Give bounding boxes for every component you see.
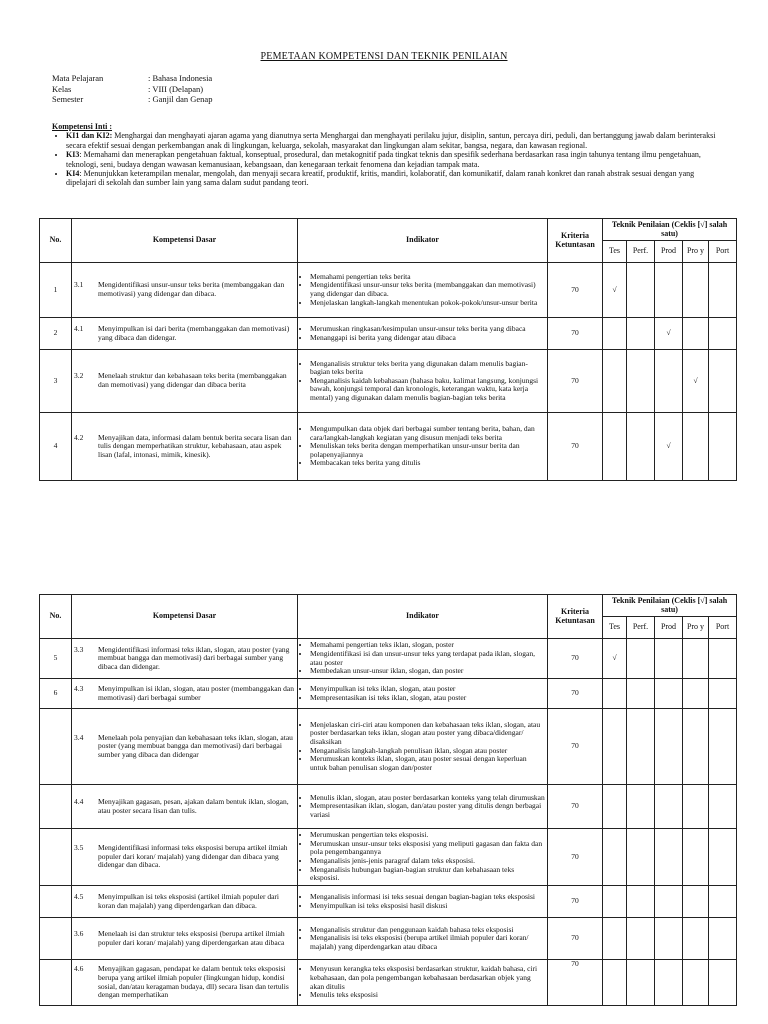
table-row <box>40 318 737 350</box>
kd-code: 3.3 <box>74 644 84 654</box>
technique-check-cell <box>683 829 709 886</box>
kompetensi-dasar-cell <box>72 918 298 960</box>
kd-text: Menyajikan gagasan, pesan, ajakan dalam bentuk iklan, slogan, atau poster secara lisan dan tulis. <box>98 796 289 815</box>
kriteria-value: 70 <box>548 709 603 785</box>
indikator-cell <box>298 413 548 481</box>
kompetensi-dasar-cell <box>72 785 298 829</box>
kd-text: Menyajikan gagasan, pendapat ke dalam bentuk teks eksposisi berupa yang artikel ilmiah populer (lingkungan hidup, kondisi sosial, dan/atau keragaman budaya, dll) secara lisan dan tertulis dengan memperhatikan <box>98 964 289 1000</box>
competency-table-1 <box>39 218 737 481</box>
technique-check-cell <box>709 960 737 1006</box>
technique-check-cell <box>709 639 737 679</box>
indikator-item: • Menuliskan teks berita dengan memperhatikan unsur-unsur berita dan polapenyajiannya <box>310 442 545 459</box>
indikator-item: • Menganalisis informasi isi teks sesuai dengan bagian-bagian teks eksposisi <box>310 893 545 902</box>
meta-label: Semester <box>52 94 84 104</box>
ki-text: : Memahami dan menerapkan pengetahuan faktual, konseptual, prosedural, dan metakognitif pada tingkat teknis dan spesifik sederhana berdasarkan rasa ingin tahunya tentang ilmu pengetahuan, teknologi, seni, budaya dengan wawasan kemanusiaan, kebangsaan, dan kenegaraan terkait fenomena dan kejadian tampak mata. <box>66 150 701 169</box>
meta-label: Mata Pelajaran <box>52 73 104 83</box>
technique-check-cell <box>683 639 709 679</box>
header-indikator: Indikator <box>298 219 548 263</box>
row-number <box>40 785 72 829</box>
technique-check-cell <box>627 350 655 413</box>
technique-check-cell <box>683 918 709 960</box>
kompetensi-inti <box>52 122 720 188</box>
kd-text: Menelaah struktur dan kebahasaan teks berita (membanggakan dan memotivasi) yang didengar dan dibaca berita <box>98 371 287 389</box>
header-technique-col: Pro y <box>683 241 709 263</box>
meta-value: : Bahasa Indonesia <box>148 73 213 83</box>
indikator-cell <box>298 679 548 709</box>
indikator-cell <box>298 318 548 350</box>
indikator-cell <box>298 918 548 960</box>
meta-row <box>52 84 212 95</box>
technique-check-cell <box>683 960 709 1006</box>
kriteria-value: 70 <box>548 263 603 318</box>
indikator-item: • Menganalisis jenis-jenis paragraf dalam teks eksposisi. <box>310 857 545 866</box>
indikator-item: • Mempresentasikan isi teks iklan, slogan, atau poster <box>310 694 545 703</box>
row-number: 1 <box>40 263 72 318</box>
technique-check-cell <box>683 709 709 785</box>
indikator-cell <box>298 709 548 785</box>
indikator-cell <box>298 886 548 918</box>
indikator-item: • Menanggapi isi berita yang didengar atau dibaca <box>310 334 545 343</box>
kd-code: 3.4 <box>74 732 84 742</box>
kd-code: 3.1 <box>74 280 84 290</box>
header-technique-col: Pro y <box>683 617 709 639</box>
technique-check-cell <box>627 709 655 785</box>
indikator-cell <box>298 829 548 886</box>
row-number: 2 <box>40 318 72 350</box>
kd-text: Menyimpulkan isi teks eksposisi (artikel ilmiah populer dari koran dan majalah) yang diperdengarkan dan dibaca. <box>98 891 280 910</box>
indikator-item: • Merumuskan unsur-unsur teks eksposisi yang meliputi gagasan dan fakta dan pola pengembangannya <box>310 840 545 857</box>
table-row <box>40 413 737 481</box>
technique-check-cell <box>655 639 683 679</box>
indikator-item: • Mengidentifikasi unsur-unsur teks berita (membanggakan dan memotivasi) yang didengar dan dibaca. <box>310 281 545 298</box>
indikator-item: • Mengidentifikasi isi dan unsur-unsur teks yang terdapat pada iklan, slogan, atau poster <box>310 650 545 667</box>
indikator-item: • Membacakan teks berita yang ditulis <box>310 459 545 468</box>
table-header-row <box>40 595 737 617</box>
indikator-item: • Mempresentasikan iklan, slogan, dan/atau poster yang ditulis dengn berbagai variasi <box>310 802 545 819</box>
indikator-item: • Menganalisis struktur teks berita yang digunakan dalam menulis bagian-bagian teks berita <box>310 360 545 377</box>
indikator-item: • Menganalisis kaidah kebahasaan (bahasa baku, kalimat langsung, konjungsi bawah, konjungsi temporal dan kronologis, keterangan waktu, kata kerja mental) yang digunakan dalam menulis bagian-bagian teks berita <box>310 377 545 403</box>
technique-check-cell <box>709 886 737 918</box>
indikator-item: • Memahami pengertian teks berita <box>310 273 545 282</box>
technique-check-cell <box>709 263 737 318</box>
kd-code: 4.4 <box>74 796 84 806</box>
kompetensi-dasar-cell <box>72 709 298 785</box>
indikator-item: • Menulis iklan, slogan, atau poster berdasarkan konteks yang telah dirumuskan <box>310 794 545 803</box>
indikator-item: • Menyimpulkan isi teks eksposisi hasil diskusi <box>310 902 545 911</box>
technique-check-cell <box>603 413 627 481</box>
kriteria-value: 70 <box>548 639 603 679</box>
header-technique-col: Perf. <box>627 241 655 263</box>
indikator-cell <box>298 350 548 413</box>
kd-code: 3.5 <box>74 843 84 853</box>
indikator-item: • Menganalisis struktur dan penggunaan kaidah bahasa teks eksposisi <box>310 926 545 935</box>
meta-label: Kelas <box>52 83 72 94</box>
technique-check-cell: √ <box>603 639 627 679</box>
indikator-item: • Menyimpulkan isi teks iklan, slogan, atau poster <box>310 685 545 694</box>
technique-check-cell <box>655 960 683 1006</box>
technique-check-cell <box>627 886 655 918</box>
kriteria-value: 70 <box>548 350 603 413</box>
table-row <box>40 886 737 918</box>
ki-code: KI1 dan KI2: <box>66 131 113 141</box>
header-kompetensi-dasar: Kompetensi Dasar <box>72 219 298 263</box>
kompetensi-dasar-cell <box>72 263 298 318</box>
technique-check-cell <box>627 960 655 1006</box>
technique-check-cell <box>683 263 709 318</box>
technique-check-cell <box>709 709 737 785</box>
header-technique-col: Prod <box>655 241 683 263</box>
technique-check-cell <box>709 318 737 350</box>
technique-check-cell <box>627 829 655 886</box>
header-technique-col: Prod <box>655 617 683 639</box>
header-no: No. <box>40 595 72 639</box>
kd-text: Menyimpulkan isi dari berita (membanggakan dan memotivasi) yang dibaca dan didengar. <box>98 323 290 342</box>
kompetensi-dasar-cell <box>72 350 298 413</box>
technique-check-cell <box>603 709 627 785</box>
table-row <box>40 960 737 1006</box>
header-kompetensi-dasar: Kompetensi Dasar <box>72 595 298 639</box>
kd-text: Menyimpulkan isi iklan, slogan, atau poster (membanggakan dan memotivasi) dari berbagai sumber <box>98 683 294 702</box>
kd-text: Mengidentifikasi unsur-unsur teks berita (membanggakan dan memotivasi) yang didengar dan dibaca. <box>98 280 285 298</box>
technique-check-cell <box>709 829 737 886</box>
kd-code: 4.2 <box>74 432 84 442</box>
technique-check-cell <box>627 785 655 829</box>
indikator-item: • Merumuskan pengertian teks eksposisi. <box>310 831 545 840</box>
kd-text: Mengidentifikasi informasi teks eksposisi berupa artikel ilmiah populer dari koran/ majalah) yang didengar dan dibaca yang didengar dan dibaca. <box>98 843 288 870</box>
kompetensi-dasar-cell <box>72 886 298 918</box>
technique-check-cell <box>655 918 683 960</box>
header-technique-col: Perf. <box>627 617 655 639</box>
technique-check-cell <box>655 350 683 413</box>
indikator-item: • Menganalisis langkah-langkah penulisan iklan, slogan atau poster <box>310 747 545 756</box>
kd-code: 3.6 <box>74 928 84 938</box>
row-number: 3 <box>40 350 72 413</box>
kompetensi-dasar-cell <box>72 413 298 481</box>
kd-code: 4.5 <box>74 891 84 901</box>
indikator-item: • Menyusun kerangka teks eksposisi berdasarkan struktur, kaidah bahasa, ciri kebahasaan, dan pola pengembangan kebahasaan berdasarkan objek yang akan ditulis <box>310 965 545 991</box>
kompetensi-dasar-cell <box>72 829 298 886</box>
meta-value: : Ganjil dan Genap <box>148 94 213 104</box>
table-row <box>40 709 737 785</box>
indikator-item: • Menganalisis hubungan bagian-bagian struktur dan kebahasaan teks eksposisi. <box>310 866 545 883</box>
technique-check-cell <box>603 886 627 918</box>
indikator-item: • Memahami pengertian teks iklan, slogan, poster <box>310 641 545 650</box>
technique-check-cell <box>627 679 655 709</box>
kompetensi-dasar-cell <box>72 318 298 350</box>
ki-item <box>66 150 720 169</box>
table-row <box>40 639 737 679</box>
technique-check-cell <box>709 918 737 960</box>
header-technique-col: Port <box>709 617 737 639</box>
ki-text: : Menunjukkan keterampilan menalar, mengolah, dan menyaji secara kreatif, produktif, kritis, mandiri, kolaboratif, dan komunikatif, dalam ranah konkret dan ranah abstrak sesuai dengan yang dipelajari di sekolah dan sumber lain yang sama dalam sudut pandang teori. <box>66 169 695 188</box>
kompetensi-dasar-cell <box>72 960 298 1006</box>
technique-check-cell <box>683 785 709 829</box>
kd-text: Menelaah isi dan struktur teks eksposisi (berupa artikel ilmiah populer dari koran/ majalah) yang diperdengarkan atau dibaca <box>98 928 285 947</box>
indikator-cell <box>298 785 548 829</box>
indikator-item: • Merumuskan ringkasan/kesimpulan unsur-unsur teks berita yang dibaca <box>310 325 545 334</box>
technique-check-cell <box>655 679 683 709</box>
row-number: 6 <box>40 679 72 709</box>
kriteria-value: 70 <box>548 886 603 918</box>
kd-code: 4.3 <box>74 683 84 693</box>
table-row <box>40 918 737 960</box>
technique-check-cell <box>683 413 709 481</box>
meta-value: : VIII (Delapan) <box>148 83 204 94</box>
kriteria-value: 70 <box>548 829 603 886</box>
technique-check-cell: √ <box>655 413 683 481</box>
kd-text: Menelaah pola penyajian dan kebahasaan teks iklan, slogan, atau poster (yang membuat bangga dan memotivasi) dari berbagai sumber yang dibaca dan didengar <box>98 732 293 759</box>
ki-code: KI3 <box>66 150 80 160</box>
table-row <box>40 679 737 709</box>
header-kriteria: Kriteria Ketuntasan <box>548 595 603 639</box>
competency-table-2 <box>39 594 737 1006</box>
table-row <box>40 350 737 413</box>
technique-check-cell <box>655 785 683 829</box>
kriteria-value: 70 <box>548 413 603 481</box>
technique-check-cell <box>603 960 627 1006</box>
header-teknik-penilaian: Teknik Penilaian (Ceklis [√] salah satu) <box>603 219 737 241</box>
table-row <box>40 263 737 318</box>
row-number <box>40 960 72 1006</box>
technique-check-cell <box>655 886 683 918</box>
technique-check-cell <box>683 318 709 350</box>
technique-check-cell <box>627 413 655 481</box>
indikator-item: • Membedakan unsur-unsur iklan, slogan, dan poster <box>310 667 545 676</box>
meta-row <box>52 73 212 84</box>
technique-check-cell <box>627 318 655 350</box>
kd-code: 3.2 <box>74 371 84 381</box>
indikator-item: • Menganalisis isi teks eksposisi (berupa artikel ilmiah populer dari koran/ majalah) yang diperdengarkan atau dibaca <box>310 934 545 951</box>
table-row <box>40 785 737 829</box>
technique-check-cell <box>655 709 683 785</box>
technique-check-cell <box>709 413 737 481</box>
kompetensi-dasar-cell <box>72 679 298 709</box>
header-technique-col: Port <box>709 241 737 263</box>
kd-code: 4.1 <box>74 323 84 333</box>
technique-check-cell <box>627 639 655 679</box>
header-no: No. <box>40 219 72 263</box>
kd-text: Mengidentifikasi informasi teks iklan, slogan, atau poster (yang membuat bangga dan memotivasi) dari berbagai sumber yang dibaca dan didengar. <box>98 644 290 671</box>
page-title: PEMETAAN KOMPETENSI DAN TEKNIK PENILAIAN <box>260 51 508 62</box>
ki-item <box>66 131 720 150</box>
kriteria-value: 70 <box>548 785 603 829</box>
indikator-item: • Merumuskan konteks iklan, slogan, atau poster sesuai dengan keperluan untuk bahan penulisan slogan dan/poster <box>310 755 545 772</box>
technique-check-cell <box>627 263 655 318</box>
table-row <box>40 829 737 886</box>
kriteria-value: 70 <box>548 918 603 960</box>
technique-check-cell <box>709 785 737 829</box>
row-number <box>40 709 72 785</box>
technique-check-cell <box>627 918 655 960</box>
meta-row <box>52 94 212 105</box>
indikator-cell <box>298 639 548 679</box>
technique-check-cell <box>603 318 627 350</box>
technique-check-cell: √ <box>655 318 683 350</box>
header-indikator: Indikator <box>298 595 548 639</box>
indikator-item: • Menjelaskan ciri-ciri atau komponen dan kebahasaan teks iklan, slogan, atau poster berdasarkan teks iklan, slogan atau poster yang dibaca/didengar/ disaksikan <box>310 721 545 747</box>
indikator-cell <box>298 960 548 1006</box>
technique-check-cell <box>683 886 709 918</box>
header-kriteria: Kriteria Ketuntasan <box>548 219 603 263</box>
meta-block <box>52 73 212 105</box>
row-number <box>40 918 72 960</box>
kriteria-value: 70 <box>548 960 603 1006</box>
technique-check-cell: √ <box>603 263 627 318</box>
technique-check-cell <box>709 679 737 709</box>
kd-text: Menyajikan data, informasi dalam bentuk berita secara lisan dan tulis dengan memperhatikan struktur, kebahasaan, atau aspek lisan (lafal, intonasi, mimik, kinesik). <box>98 432 292 459</box>
kriteria-value: 70 <box>548 679 603 709</box>
indikator-item: • Mengumpulkan data objek dari berbagai sumber tentang berita, bahan, dan cara/langkah-langkah kegiatan yang disusun menjadi teks berita <box>310 425 545 442</box>
kompetensi-dasar-cell <box>72 639 298 679</box>
technique-check-cell <box>709 350 737 413</box>
row-number <box>40 829 72 886</box>
ki-code: KI4 <box>66 169 80 179</box>
header-technique-col: Tes <box>603 241 627 263</box>
technique-check-cell <box>603 785 627 829</box>
row-number: 4 <box>40 413 72 481</box>
technique-check-cell <box>655 829 683 886</box>
technique-check-cell <box>655 263 683 318</box>
kriteria-value: 70 <box>548 318 603 350</box>
technique-check-cell <box>603 829 627 886</box>
ki-text: Menghargai dan menghayati ajaran agama yang dianutnya serta Menghargai dan menghayati perilaku jujur, disiplin, santun, percaya diri, peduli, dan bertanggung jawab dalam berinteraksi secara efektif sesuai dengan perkembangan anak di lingkungan, keluarga, sekolah, masyarakat dan lingkungan alam sekitar, bangsa, negara, dan kawasan regional. <box>66 131 716 150</box>
indikator-item: • Menjelaskan langkah-langkah menentukan pokok-pokok/unsur-unsur berita <box>310 299 545 308</box>
technique-check-cell: √ <box>683 350 709 413</box>
ki-item <box>66 169 720 188</box>
technique-check-cell <box>603 918 627 960</box>
technique-check-cell <box>603 679 627 709</box>
table-header-row <box>40 219 737 241</box>
kompetensi-inti-heading: Kompetensi Inti : <box>52 122 112 131</box>
header-technique-col: Tes <box>603 617 627 639</box>
header-teknik-penilaian: Teknik Penilaian (Ceklis [√] salah satu) <box>603 595 737 617</box>
indikator-cell <box>298 263 548 318</box>
technique-check-cell <box>603 350 627 413</box>
row-number: 5 <box>40 639 72 679</box>
technique-check-cell <box>683 679 709 709</box>
kd-code: 4.6 <box>74 964 84 974</box>
row-number <box>40 886 72 918</box>
indikator-item: • Menulis teks eksposisi <box>310 991 545 1000</box>
